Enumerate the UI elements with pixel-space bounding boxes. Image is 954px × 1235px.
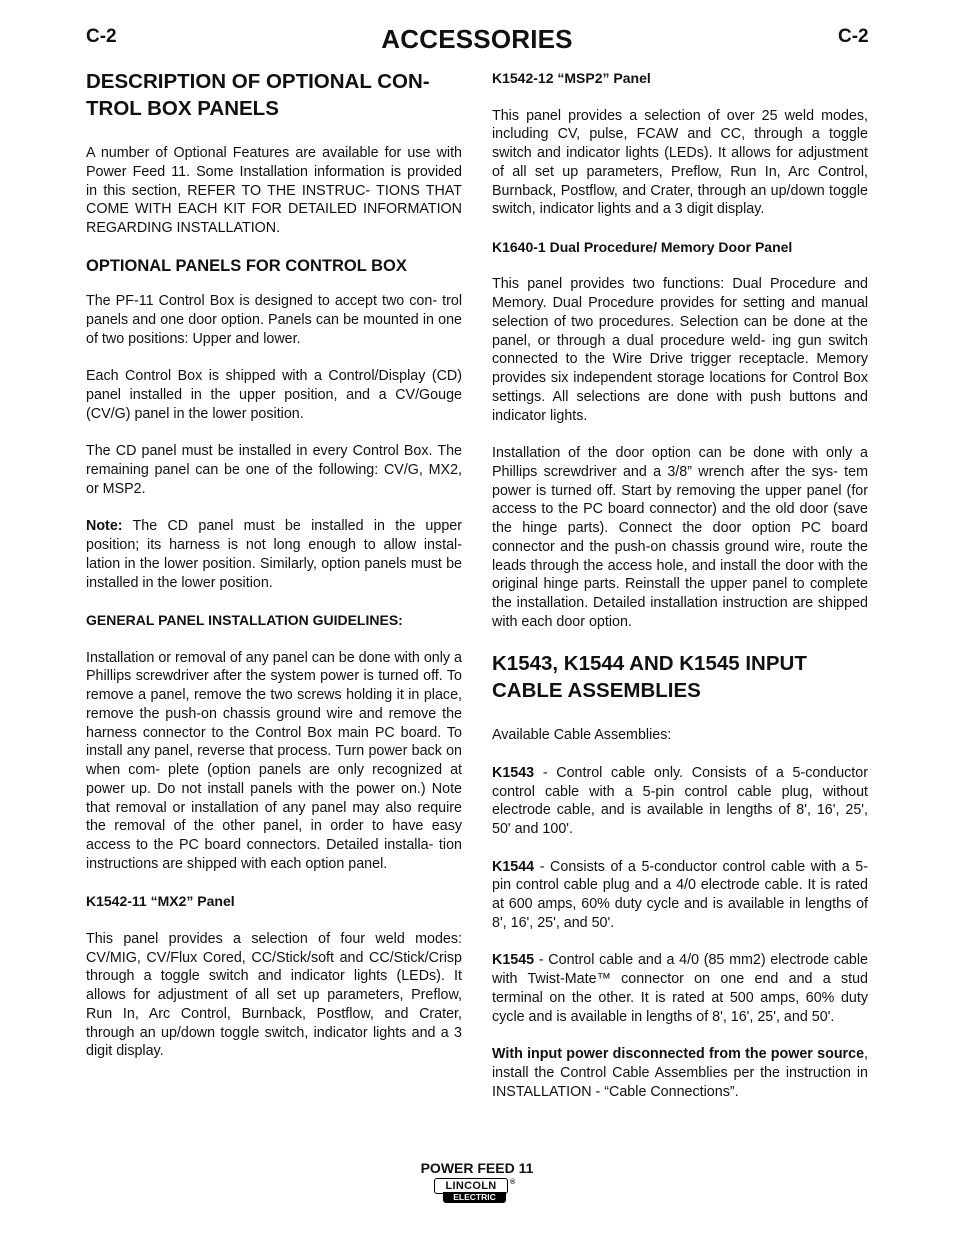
paragraph-dual-procedure: This panel provides two functions: Dual Procedure and Memory. Dual Procedure provides for setting and manual selection of two procedures. Selection can be done at the panel, or through a dual procedure weld- ing gun switch connected to the Wire Drive trigger receptacle. Memory provides six independent storage locations for Control Box settings. All selections are done with push buttons and indicator lights.: [492, 276, 868, 424]
paragraph-k1543: [492, 764, 868, 839]
paragraph-shipped: Each Control Box is shipped with a Control/Display (CD) panel installed in the upper position, and a CV/Gouge (CV/G) panel in the lower position.: [86, 368, 462, 422]
section-heading-cable-assemblies: K1543, K1544 AND K1545 INPUT CABLE ASSEMBLIES: [492, 652, 807, 703]
lincoln-electric-logo: [434, 1178, 516, 1206]
k1544-text: - Consists of a 5-conductor control cable with a 5-pin control cable plug and a 4/0 electrode cable. It is rated at 600 amps, 60% duty cycle and is available in lengths of 8', 16', 25', and 50'.: [492, 858, 868, 931]
note-text: The CD panel must be installed in the upper position; its harness is not long enough to allow instal- lation in the lower position. Similarly, option panels must be installed in the lower position.: [86, 518, 462, 591]
logo-bottom-text: ELECTRIC: [443, 1192, 506, 1203]
subheading-msp2-panel: K1542-12 “MSP2” Panel: [492, 70, 651, 86]
k1543-label: K1543: [492, 764, 535, 781]
paragraph-final-instruction: [492, 1045, 868, 1101]
footer-model-name: POWER FEED 11: [420, 1160, 534, 1176]
note-paragraph: [86, 517, 462, 592]
paragraph-k1544: [492, 858, 868, 933]
k1544-label: K1544: [492, 858, 535, 875]
subheading-optional-panels: OPTIONAL PANELS FOR CONTROL BOX: [86, 256, 407, 275]
k1545-label: K1545: [492, 952, 535, 969]
page-number-right: C-2: [838, 26, 869, 47]
paragraph-general-guidelines: Installation or removal of any panel can be done with only a Phillips screwdriver after the system power is turned off. To remove a panel, remove the two screws holding it in place, remove the push-on chassis ground wire and remove the harness connector to the Control Box main PC board. To install any panel, reverse that process. Turn power back on when com- plete (option panels are only recognized at power up. Do not install panels with the power on.) Note that removal or installation of any panel may also require the removal of the other panel, in order to have easy access to the PC board connectors. Detailed installa- tion instructions are shipped with each option panel.: [86, 649, 462, 872]
subheading-general-guidelines: GENERAL PANEL INSTALLATION GUIDELINES:: [86, 612, 403, 628]
subheading-dual-procedure: K1640-1 Dual Procedure/ Memory Door Panel: [492, 238, 793, 255]
right-column: [492, 64, 868, 1120]
registered-mark: ®: [510, 1179, 516, 1186]
left-column: [86, 64, 462, 1080]
subheading-mx2-panel: K1542-11 “MX2” Panel: [86, 893, 235, 910]
final-bold-text: With input power disconnected from the power source: [492, 1046, 865, 1062]
page-title: ACCESSORIES: [381, 24, 573, 54]
paragraph-mx2-panel: This panel provides a selection of four weld modes: CV/MIG, CV/Flux Cored, CC/Stick/soft and CC/Stick/Crisp through a toggle switch and indicator lights (LEDs). It allows for adjustment of all set up parameters, Preflow, Run In, Arc Control, Burnback, Postflow, and Crater, through an up/down toggle switch, indicator lights and a 3 digit display.: [86, 930, 462, 1060]
k1543-text: - Control cable only. Consists of a 5-conductor control cable with a 5-pin control cable plug, without electrode cable, and is available in lengths of 8', 16', 25', 50' and 100'.: [492, 764, 868, 837]
paragraph-control-box: The PF-11 Control Box is designed to accept two con- trol panels and one door option. Panels can be mounted in one of two positions: Upper and lower.: [86, 293, 462, 347]
paragraph-cd-panel: The CD panel must be installed in every Control Box. The remaining panel can be one of the following: CV/G, MX2, or MSP2.: [86, 443, 462, 497]
paragraph-available: Available Cable Assemblies:: [492, 727, 672, 744]
note-label: Note:: [86, 518, 123, 535]
final-text: , install the Control Cable Assemblies per the instruction in INSTALLATION - “Cable Connections”.: [492, 1046, 868, 1100]
paragraph-msp2-panel: This panel provides a selection of over 25 weld modes, including CV, pulse, FCAW and CC, through a toggle switch and indicator lights (LEDs). It allows for adjustment of all set up parameters, Preflow, Run In, Arc Control, Burnback, Postflow, and Crater, through an up/down toggle switch, indicator lights and a 3 digit display.: [492, 107, 868, 218]
page-number-left: C-2: [86, 26, 117, 47]
paragraph-k1545: [492, 951, 868, 1026]
intro-paragraph: A number of Optional Features are available for use with Power Feed 11. Some Installation information is provided in this section, REFER TO THE INSTRUC- TIONS THAT COME WITH EACH KIT FOR DETAILED INFORMATION REGARDING INSTALLATION.: [86, 145, 462, 236]
k1545-text: - Control cable and a 4/0 (85 mm2) electrode cable with Twist-Mate™ connector on one end and a stud terminal on the other. It is rated at 500 amps, 60% duty cycle and is available in lengths of 8', 16', 25', and 50'.: [492, 952, 868, 1025]
section-heading-description: DESCRIPTION OF OPTIONAL CON- TROL BOX PANELS: [86, 70, 430, 120]
paragraph-door-installation: Installation of the door option can be done with only a Phillips screwdriver and a 3/8” wrench after the sys- tem power is turned off. Start by removing the upper panel (for access to the PC board connector) and the old door (save the hinge parts). Connect the door option PC board connector and the push-on chassis ground wire, route the leads through the access hole, and install the door with the original hinge parts. Reinstall the upper panel to complete the installation. Detailed installation instruction are shipped with each door option.: [492, 445, 868, 630]
logo-top-text: LINCOLN: [434, 1178, 508, 1194]
